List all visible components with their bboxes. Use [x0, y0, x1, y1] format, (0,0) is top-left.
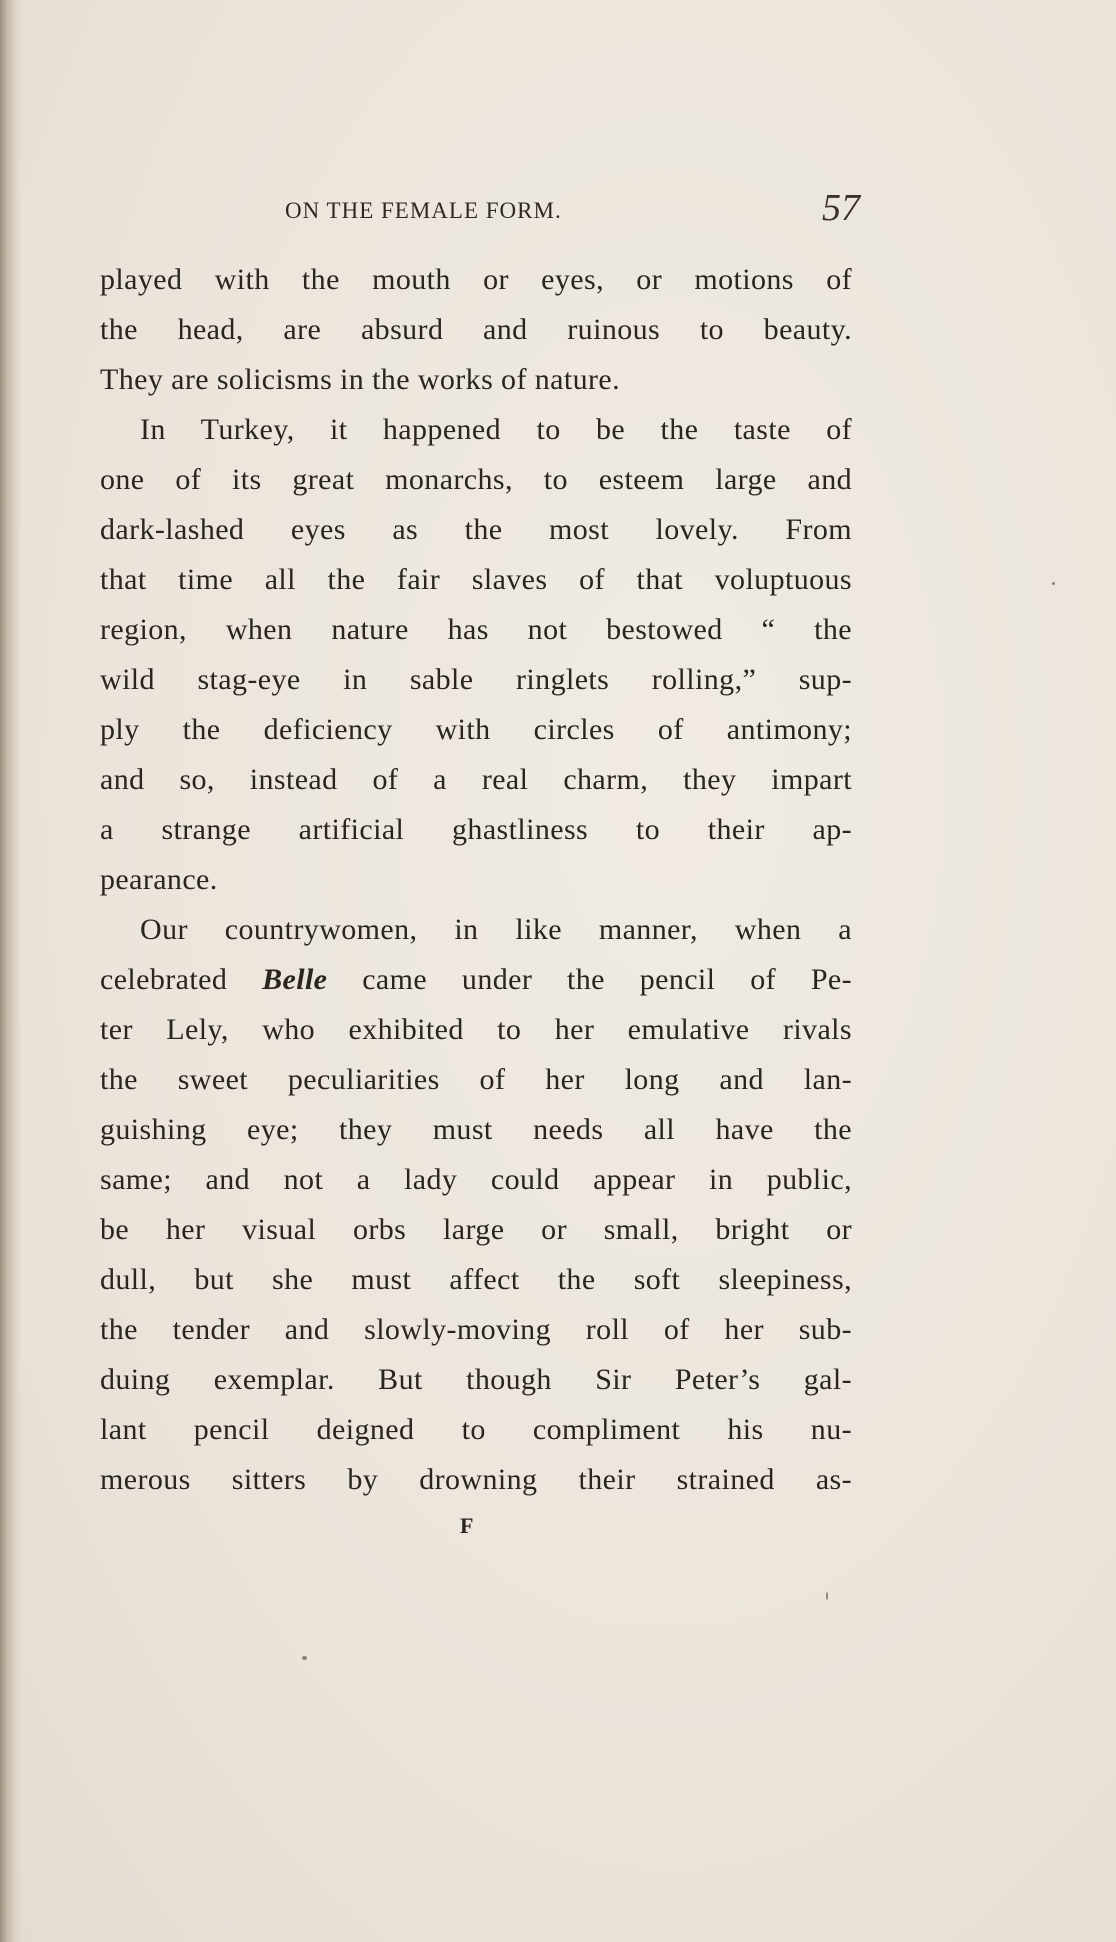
text-line: dull, but she must affect the soft sleepiness,	[100, 1263, 852, 1296]
text-line: ter Lely, who exhibited to her emulative rivals	[100, 1013, 852, 1046]
text-line: Our countrywomen, in like manner, when a	[140, 913, 852, 946]
text-line: a strange artificial ghastliness to their ap-	[100, 813, 852, 846]
text-fragment: celebrated	[100, 963, 228, 996]
italic-word: Belle	[262, 963, 328, 996]
text-line: pearance.	[100, 863, 218, 896]
text-line: that time all the fair slaves of that voluptuous	[100, 563, 852, 596]
running-head	[100, 186, 860, 236]
binding-edge	[0, 0, 22, 1942]
text-line: ply the deficiency with circles of antimony;	[100, 713, 852, 746]
text-line: played with the mouth or eyes, or motions of	[100, 263, 852, 296]
paper-speck	[1052, 582, 1055, 585]
text-line: lant pencil deigned to compliment his nu-	[100, 1413, 852, 1446]
paper-speck	[826, 1592, 828, 1600]
text-fragment: came under the pencil of Pe-	[362, 963, 853, 996]
text-line: wild stag-eye in sable ringlets rolling,” sup-	[100, 663, 852, 696]
text-line: one of its great monarchs, to esteem large and	[100, 463, 852, 496]
paper-speck	[302, 1656, 307, 1660]
signature-mark: F	[460, 1513, 474, 1538]
text-line: the sweet peculiarities of her long and lan-	[100, 1063, 852, 1096]
text-line: be her visual orbs large or small, bright or	[100, 1213, 852, 1246]
text-line: guishing eye; they must needs all have the	[100, 1113, 852, 1146]
text-line: duing exemplar. But though Sir Peter’s gal-	[100, 1363, 852, 1396]
text-line: dark-lashed eyes as the most lovely. From	[100, 513, 852, 546]
text-line: same; and not a lady could appear in public,	[100, 1163, 852, 1196]
text-line: the head, are absurd and ruinous to beauty.	[100, 313, 852, 346]
text-line	[100, 955, 852, 1005]
text-line: and so, instead of a real charm, they impart	[100, 763, 852, 796]
text-line: In Turkey, it happened to be the taste of	[140, 413, 852, 446]
running-title: ON THE FEMALE FORM.	[285, 198, 562, 223]
text-line: region, when nature has not bestowed “ the	[100, 613, 852, 646]
page-number: 57	[822, 187, 860, 229]
text-line: merous sitters by drowning their strained as-	[100, 1463, 852, 1496]
body-text	[100, 255, 852, 1505]
text-line: the tender and slowly-moving roll of her sub-	[100, 1313, 852, 1346]
text-line: They are solicisms in the works of nature.	[100, 363, 621, 396]
